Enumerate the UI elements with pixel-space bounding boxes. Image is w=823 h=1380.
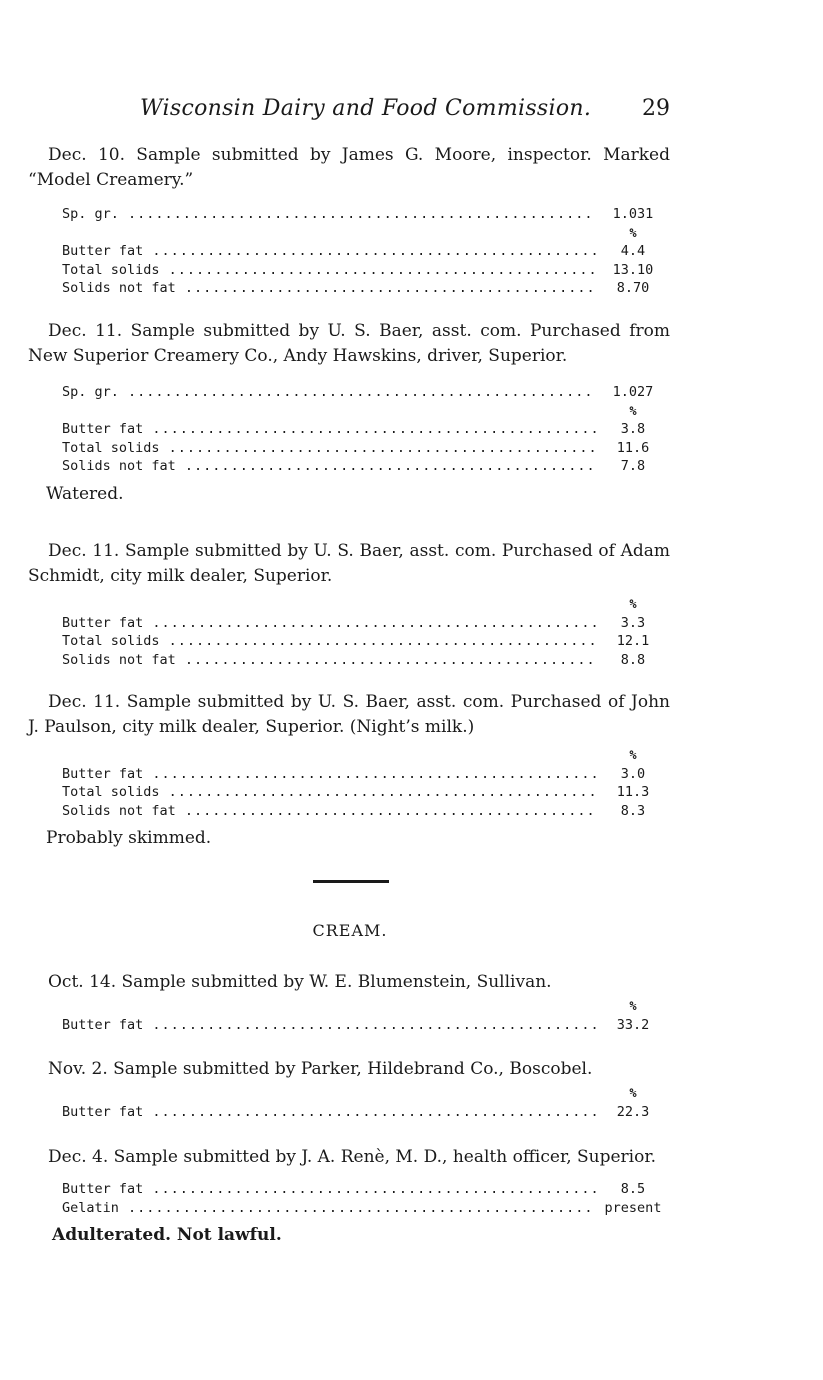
- entry-description: Nov. 2. Sample submitted by Parker, Hildebrand Co., Boscobel.: [48, 1059, 593, 1079]
- analysis-label: Solids not fat .....: [62, 802, 596, 820]
- analysis-label: Sp. gr. .....: [62, 383, 596, 401]
- analysis-value: 8.8: [620, 651, 646, 668]
- analysis-row: [28, 205, 670, 224]
- percent-mark-row: [28, 224, 670, 243]
- percent-mark-row: [28, 595, 670, 614]
- entry-remark: Watered.: [46, 483, 124, 504]
- analysis-table: [28, 746, 670, 820]
- percent-mark: %: [629, 999, 637, 1013]
- running-title: Wisconsin Dairy and Food Commission.: [140, 96, 592, 121]
- analysis-row: [28, 457, 670, 476]
- analysis-label: Solids not fat .....: [62, 651, 596, 669]
- entry-description: Oct. 14. Sample submitted by W. E. Blumenstein, Sullivan.: [48, 972, 552, 992]
- analysis-value: 11.6: [616, 439, 650, 456]
- analysis-value: 13.10: [612, 261, 654, 278]
- analysis-value: 4.4: [620, 243, 646, 259]
- sample-entry-dec-10: [28, 143, 670, 298]
- sample-entry-dec-11-schmidt: [28, 539, 670, 669]
- percent-mark: %: [629, 597, 637, 611]
- analysis-label: Butter fat .....: [62, 765, 596, 783]
- analysis-value: 22.3: [616, 1103, 650, 1120]
- entry-remark: Adulterated. Not lawful.: [52, 1225, 282, 1245]
- analysis-table: [28, 205, 670, 298]
- analysis-label: Total solids .....: [62, 439, 596, 457]
- analysis-label: Total solids .....: [62, 261, 596, 279]
- sample-entry-dec-4: [28, 1145, 670, 1247]
- percent-mark: %: [629, 403, 637, 418]
- analysis-value: 7.8: [620, 458, 646, 474]
- percent-mark: %: [629, 225, 637, 240]
- section-divider: [313, 880, 389, 883]
- sample-entry-dec-11-creamery: [28, 319, 670, 506]
- analysis-value: 3.3: [620, 614, 646, 631]
- sample-entry-nov-2: [28, 1057, 670, 1121]
- analysis-label: Total solids .....: [62, 632, 596, 650]
- analysis-row: [28, 383, 670, 402]
- entry-description: Dec. 11. Sample submitted by U. S. Baer, asst. com. Purchased of Adam Schmidt, city milk dealer, Superior.: [28, 541, 670, 586]
- analysis-row: [28, 802, 670, 821]
- analysis-label: Butter fat .....: [62, 1103, 596, 1121]
- entry-description: Dec. 10. Sample submitted by James G. Moore, inspector. Marked “Model Creamery.”: [28, 145, 670, 190]
- analysis-label: Butter fat .....: [62, 614, 596, 632]
- analysis-value: present: [604, 1199, 662, 1216]
- analysis-value: 3.0: [620, 765, 646, 782]
- percent-mark-row: [28, 402, 670, 421]
- analysis-value: 1.031: [612, 206, 654, 222]
- analysis-value: 8.3: [620, 802, 646, 819]
- analysis-row: [28, 632, 670, 651]
- analysis-value: 8.70: [616, 280, 650, 296]
- analysis-row: [28, 783, 670, 802]
- section-heading: CREAM.: [312, 921, 388, 940]
- sample-entry-oct-14: [28, 970, 670, 1034]
- entry-description: Dec. 11. Sample submitted by U. S. Baer, asst. com. Purchased of John J. Paulson, city milk dealer, Superior. (Night’s milk.): [28, 692, 670, 737]
- analysis-table: [28, 1084, 670, 1121]
- analysis-label: Butter fat .....: [62, 1016, 596, 1034]
- sample-entry-dec-11-paulson: [28, 690, 670, 850]
- analysis-label: Butter fat .....: [62, 420, 596, 438]
- analysis-value: 11.3: [616, 784, 650, 800]
- analysis-label: Total solids .....: [62, 783, 596, 801]
- analysis-table: [28, 595, 670, 669]
- analysis-row: [28, 261, 670, 280]
- page-number: 29: [642, 96, 670, 121]
- analysis-label: Solids not fat .....: [62, 279, 596, 297]
- percent-mark-row: [28, 1084, 670, 1103]
- percent-mark: %: [629, 748, 637, 762]
- percent-mark-row: [28, 997, 670, 1016]
- analysis-row: [28, 420, 670, 439]
- analysis-row: [28, 439, 670, 458]
- analysis-row: [28, 1199, 670, 1218]
- analysis-value: 12.1: [616, 633, 650, 649]
- entry-remark: Probably skimmed.: [46, 828, 212, 848]
- analysis-value: 8.5: [620, 1181, 646, 1197]
- analysis-value: 3.8: [620, 421, 646, 437]
- analysis-value: 33.2: [616, 1016, 650, 1033]
- analysis-row: [28, 1016, 670, 1035]
- analysis-row: [28, 1103, 670, 1122]
- analysis-label: Butter fat .....: [62, 1180, 596, 1198]
- analysis-value: 1.027: [612, 384, 654, 400]
- analysis-row: [28, 1180, 670, 1199]
- analysis-row: [28, 279, 670, 298]
- analysis-row: [28, 651, 670, 670]
- analysis-label: Solids not fat .....: [62, 457, 596, 475]
- analysis-label: Gelatin .....: [62, 1199, 596, 1217]
- analysis-row: [28, 765, 670, 784]
- page-header: [140, 96, 670, 126]
- analysis-label: Butter fat .....: [62, 242, 596, 260]
- percent-mark: %: [629, 1086, 637, 1100]
- analysis-table: [28, 383, 670, 476]
- entry-description: Dec. 4. Sample submitted by J. A. Renè, M. D., health officer, Superior.: [48, 1147, 657, 1167]
- analysis-table: [28, 1180, 670, 1217]
- analysis-table: [28, 997, 670, 1034]
- entry-description: Dec. 11. Sample submitted by U. S. Baer, asst. com. Purchased from New Superior Creamery Co., Andy Hawskins, driver, Superior.: [28, 321, 670, 366]
- analysis-label: Sp. gr. .....: [62, 205, 596, 223]
- percent-mark-row: [28, 746, 670, 765]
- analysis-row: [28, 614, 670, 633]
- analysis-row: [28, 242, 670, 261]
